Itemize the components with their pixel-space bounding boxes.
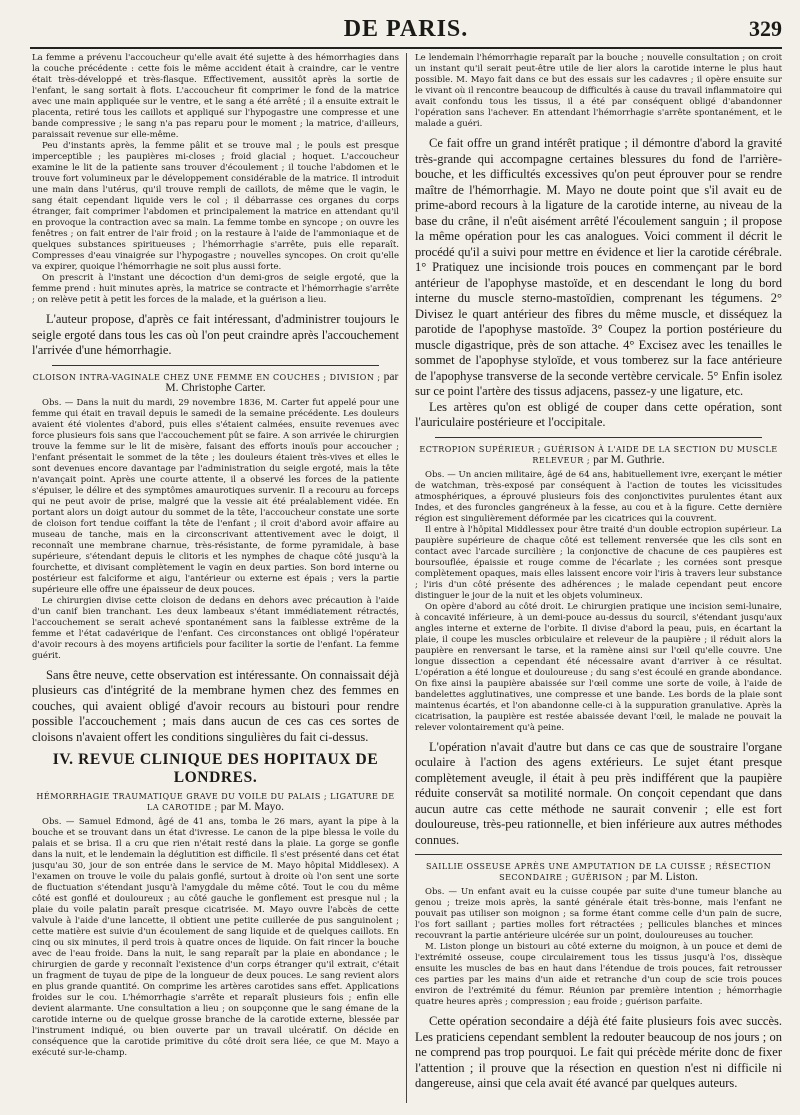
paragraph: Il entre à l'hôpital Middlessex pour être traité d'un double ectropion supérieur. La paupière supérieure de chaque côté est tellement renversée que les cils sont en contact avec l'arcade surcilière ; la conjonctive de chacune de ces paupières est boursouflée, épaissie et rouge comme de l'écarlate ; les cornées sont presque complètement opaques, mais elles laissent encore voir l'iris à travers leur substance ; l'iris d'un côté présente des adhérences ; le malade cependant peut encore distinguer le jour de la nuit et les objets volumineux.	[415, 524, 782, 601]
section-title: HÉMORRHAGIE TRAUMATIQUE GRAVE DU VOILE DU PALAIS ; LIGATURE DE LA CAROTIDE ;	[36, 792, 395, 812]
commentary-paragraph: L'auteur propose, d'après ce fait intéressant, d'administrer toujours le seigle ergoté dans tous les cas où l'on peut craindre après l'accouchement l'arrivée d'une hémorrhagie.	[32, 312, 399, 357]
header-rule	[30, 47, 782, 49]
section-heading	[415, 444, 782, 466]
section-title: ECTROPION SUPÉRIEUR ; GUÉRISON À L'AIDE DE LA SECTION DU MUSCLE RELEVEUR ;	[419, 444, 778, 465]
observation-paragraph: Obs. — Un ancien militaire, âgé de 64 ans, habituellement ivre, exerçant le métier de watchman, très-exposé par conséquent à l'action de toutes les vicissitudes atmosphériques, a éprouvé plusieurs fois des conjonctivites purulentes étant aux Indes, et des furoncles gangréneux à la fesse, au cou et à la figure. Cette dernière région est singulièrement déformée par les cicatrices qui la couvrent.	[415, 469, 782, 524]
page-number: 329	[749, 16, 782, 41]
section-title: SAILLIE OSSEUSE APRÈS UNE AMPUTATION DE LA CUISSE ; RÉSECTION SECONDAIRE ; GUÉRISON ;	[425, 862, 772, 882]
commentary-paragraph: Sans être neuve, cette observation est intéressante. On connaissait déjà plusieurs cas d'intégrité de la membrane hymen chez des femmes en couches, qui avaient obligé d'avoir recours au bistouri pour rendre possible l'accouchement ; mais dans aucun de ces cas ces sortes de cloisons n'avaient offert les conditions singulières du fait ci-dessus.	[32, 667, 399, 744]
running-title: DE PARIS.	[343, 16, 469, 42]
part-title: IV. REVUE CLINIQUE DES HOPITAUX DE LONDRES.	[52, 751, 379, 786]
section-author: par M. Liston.	[632, 871, 698, 883]
paragraph: Peu d'instants après, la femme pâlit et se trouve mal ; le pouls est presque imperceptible ; les paupières mi-closes ; froid glacial ; hoquet. L'accoucheur examine le lit de la patiente sans trouver d'écoulement ; il touche l'abdomen et le trouve fort volumineux par le développement considérable de la matrice. Il introduit une main dans l'utérus, qu'il trouve rempli de caillots, de même que le vagin, le sang était cependant liquide vers le col ; il débarrasse ces organes du corps étranger, fait comprimer l'abdomen et principalement la matrice en attendant qu'il en provoque la contraction avec sa main. La femme tombe en syncope ; on ouvre les fenêtres ; on fait entrer de l'air froid ; on la restaure à l'aide de l'ammoniaque et de quelques substances spiritueuses ; l'hémorrhagie s'arrête, puis elle reparaît. Compresses d'eau vinaigrée sur l'hypogastre ; nouvelles syncopes. On croit qu'elle va expirer, quoique l'hémorrhagie ne soit plus aussi forte.	[32, 141, 399, 272]
column-divider	[406, 53, 407, 1103]
section-title: CLOISON INTRA-VAGINALE CHEZ UNE FEMME EN COUCHES ; DIVISION ;	[32, 372, 381, 382]
section-rule	[435, 437, 762, 438]
commentary-paragraph: Cette opération secondaire a déjà été faite plusieurs fois avec succès. Les praticiens cependant semblent la redouter beaucoup de nos jours ; on ne comprend pas trop pourquoi. Le fait qui précède mérite donc de fixer l'attention ; il prouve que la résection en question n'est ni difficile ni dangereuse, ainsi que cela avait été avancé par quelques auteurs.	[415, 1014, 782, 1090]
section-author: par M. Mayo.	[220, 801, 284, 813]
paragraph: M. Liston plonge un bistouri au côté externe du moignon, à un pouce et demi de l'extrémité osseuse, coupe circulairement tous les tissus jusqu'à l'os, dissèque ensuite les muscles de bas en haut dans l'étendue de trois pouces, fait retrousser ces parties par les mains d'un aide et retranche d'un coup de scie trois pouces environ de l'extrémité du fémur. Réunion par première intention ; hémorrhagie quatre heures après ; compression ; eau froide ; guérison parfaite.	[415, 942, 782, 1007]
left-column	[32, 53, 399, 1105]
paragraph: Le chirurgien divise cette cloison de dedans en dehors avec précaution à l'aide d'un canif bien tranchant. Les deux lambeaux s'étant immédiatement rétractés, l'accouchement se serait achevé spontanément sans la faiblesse extrême de la femme et l'état cadavérique de l'enfant. Ces circonstances ont obligé l'opérateur d'avoir recours à des moyens artificiels pour faciliter la sortie de l'enfant. La femme guérit.	[32, 595, 399, 661]
observation-paragraph: Obs. — Dans la nuit du mardi, 29 novembre 1836, M. Carter fut appelé pour une femme qui était en travail depuis le samedi de la semaine précédente. Les douleurs avaient été violentes d'abord, puis elles s'étaient calmées, ensuite revenues avec force plusieurs fois sans que l'accouchement pût se faire. A son arrivée le chirurgien trouve la femme sur le lit de misère, faisant des efforts inouïs pour accoucher ; l'enfant présentait le sommet de la tête ; les douleurs étaient très-vives et elles le sont devenues encore davantage par l'administration du seigle ergoté, mais la tête n'avançait point. Après une courte attente, il a observé les forces de la patiente s'épuiser, le délire et des symptômes amaurotiques survenir. Il a recouru au forceps qui ne peut avoir de prise, malgré que la vessie ait été préalablement vidée. En portant alors un doigt autour du sommet de la tête, l'accoucheur constate une sorte de cloison fort tendue coiffant la tête de l'enfant ; il croit d'abord avoir affaire au museau de tanche, mais en la circonscrivant attentivement avec le doigt, il reconnaît une membrane charnue, très-résistante, de forme pyramidale, à base supérieure, s'étendant depuis le clitoris et les nymphes de chaque côté jusqu'à la fourchette, et divisant complètement le vagin en deux parties. Son bord interne ou postérieur est falciforme et aigu, l'antérieur ou externe est épais ; vers la partie supérieure elle offre une épaisseur de deux pouces.	[32, 397, 399, 595]
section-author: par M. Christophe Carter.	[165, 370, 399, 394]
paragraph: On prescrit à l'instant une décoction d'un demi-gros de seigle ergoté, que la femme prend : huit minutes après, la matrice se contracte et l'hémorrhagie s'arrête ; on relève petit à petit les forces de la malade, et la guérison a lieu.	[32, 273, 399, 305]
observation-paragraph: Obs. — Samuel Edmond, âgé de 41 ans, tomba le 26 mars, ayant la pipe à la bouche et se trouvant dans un état d'ivresse. Le canon de la pipe blessa le voile du palais et se brisa. Il a cru que rien n'était resté dans la plaie. La gorge se gonfle dans la nuit, et le lendemain la déglutition est difficile. Il s'est présenté dans cet état jusqu'au 30, jour de son entrée dans le service de M. Mayo hôpital Middlesex). A l'examen on trouve le voile du palais gonflé, surtout à droite où l'on sent une sorte de fluctuation s'étendant jusqu'à l'amygdale du même côté. Tout le cou du même côté est gonflé et douloureux ; au côté gauche le gonflement est presque nul ; la plaie du voile palatin paraît presque cicatrisée. M. Mayo ouvre l'abcès de cette valvule à l'aide d'une lancette, il obtient une petite cuillerée de pus sanguinolent ; cette matière est suivie d'un écoulement de sang liquide et de quelques caillots. En cinq ou six minutes, il perd trois à quatre onces de liquide. On fait rincer la bouche avec de l'eau froide. Dans la nuit, le sang reparaît par la plaie en abondance ; le chirurgien de garde y reconnaît l'existence d'un corps étranger qu'il extrait, c'était un fragment de tuyau de pipe de la longueur de deux pouces. Le sang revient alors en plus grande quantité. On comprime les artères carotides sans effet. Applications froides sur le cou. L'hémorrhagie s'arrête et reparaît plusieurs fois ; enfin elle devient alarmante. Une consultation a lieu ; on soupçonne que le sang émane de la carotide interne ou de quelque grosse branche de la carotide externe, blessée par l'instrument indiqué, ou bien ouverte par un travail ulcératif. On décide en conséquence que la carotide primitive du côté droit sera liée, ce que M. Mayo a exécuté sur-le-champ.	[32, 817, 399, 1058]
paragraph: Le lendemain l'hémorrhagie reparaît par la bouche ; nouvelle consultation ; on croit un instant qu'il serait peut-être utile de lier alors la carotide interne le plus haut possible. M. Mayo fait dans ce but des essais sur les cadavres ; il opère ensuite sur le vivant où il rencontre beaucoup de difficultés à cause du travail inflammatoire qui avait confondu tous les tissus, il a été par conséquent obligé d'abandonner l'opération sans l'achever. En attendant l'hémorrhagie s'arrête spontanément, et le malade a guéri.	[415, 53, 782, 129]
page-header	[30, 10, 782, 44]
commentary-paragraph: L'opération n'avait d'autre but dans ce cas que de soustraire l'organe oculaire à l'action des agens extérieurs. Le sujet étant presque complètement aveugle, il était à peu près indifférent que la paupière réduite conservât sa motilité normale. On conçoit cependant que dans aucun autre cas cette méthode ne saurait convenir ; elle est fort douloureuse, très-peu rationnelle, et bien inférieure aux autres méthodes connues.	[415, 739, 782, 847]
commentary-paragraph: Ce fait offre un grand intérêt pratique ; il démontre d'abord la gravité très-grande qui accompagne certaines blessures du fond de l'arrière-bouche, et les difficultés excessives qu'on peut éprouver pour se rendre maître de l'hémorrhagie. M. Mayo ne doute point que s'il avait eu de prime-abord recours à la ligature de la carotide interne, au niveau de la base du crâne, il n'eût aisément arrêté l'écoulement sanguin ; il propose la même opération pour les cas analogues. Voici comment il décrit le procédé qu'il a suivi pour mettre en évidence et lier la carotide cérébrale. 1° Pratiquez une incisionde trois pouces en commençant par le bord antérieur de l'apophyse mastoïde, et en descendant le long du bord interne du muscle sterno-mastoïdien, comprenant les tégumens. 2° Divisez le quart antérieur des fibres du même muscle, et disséquez la parotide de l'apophyse mastoïde. 3° Coupez la portion postérieure du muscle digastrique, près de son attache. 4° Excisez avec les tenailles le sommet de l'apophyse styloïde, et vous tomberez sur la face antérieure de l'apophyse transverse de la seconde vertèbre cervicale. 5° Enfin isolez sur ce point l'artère des tissus adjacens, passez-y une ligature, etc.	[415, 136, 782, 398]
commentary-paragraph: Les artères qu'on est obligé de couper dans cette opération, sont l'auriculaire postérieure et l'occipitale.	[415, 399, 782, 429]
observation-paragraph: Obs. — Un enfant avait eu la cuisse coupée par suite d'une tumeur blanche au genou ; treize mois après, la santé générale était très-bonne, mais l'enfant ne pouvait pas utiliser son moignon ; sa forme étant comme celle d'un pain de sucre, l'os fort saillant ; parties molles fort rétractées ; pellicules blanches et minces recouvrant la partie antérieure ulcérée sur un point, douloureuses au toucher.	[415, 887, 782, 941]
paragraph: La femme a prévenu l'accoucheur qu'elle avait été sujette à des hémorrhagies dans la couche précédente : cette fois le même accident était à craindre, car le ventre était très-développé et très-flasque. Effectivement, aussitôt après la sortie de l'enfant, le sang sortait à flots. L'accoucheur fit comprimer le fond de la matrice avec une main appliquée sur le ventre, et le sang a été arrêté ; il a ensuite extrait le placenta, retiré tous les caillots et appliqué sur l'hypogastre une compresse et une bande compressive ; le sang n'a pas reparu pour le moment ; la matrice, d'ailleurs, paraissait revenue sur elle-même.	[32, 53, 399, 140]
section-heading	[32, 372, 399, 394]
section-heading	[415, 861, 782, 883]
paragraph: On opère d'abord au côté droit. Le chirurgien pratique une incision semi-lunaire, à concavité inférieure, à un demi-pouce au-dessus du sourcil, s'étendant jusqu'aux angles interne et externe de l'orbite. Il divise d'abord la peau, puis, en écartant la plaie, il coupe les muscles orbiculaire et releveur de la paupière ; il réduit alors la paupière en renversant le tarse, et la ramène ainsi sur l'œil qu'elle couvre. Une longue dissection a cependant été nécessaire avant d'arriver à ce résultat. L'opération a été longue et douloureuse ; du sang s'est écoulé en grande abondance. On fixe ainsi la paupière abaissée sur l'œil comme une sorte de voile, à l'aide de bandelettes agglutinatives, une compresse et une bande. Les bords de la plaie sont maintenus écartés, et l'on abandonne celle-ci à la suppuration granulative. Après la cicatrisation, la paupière est restée abaissée devant l'œil, le malade ne pouvait la relever volontairement qu'à peine.	[415, 601, 782, 733]
section-rule	[415, 854, 782, 855]
section-author: par M. Guthrie.	[593, 453, 665, 466]
right-column	[415, 53, 782, 1105]
section-heading	[32, 791, 399, 813]
section-rule	[52, 365, 379, 366]
